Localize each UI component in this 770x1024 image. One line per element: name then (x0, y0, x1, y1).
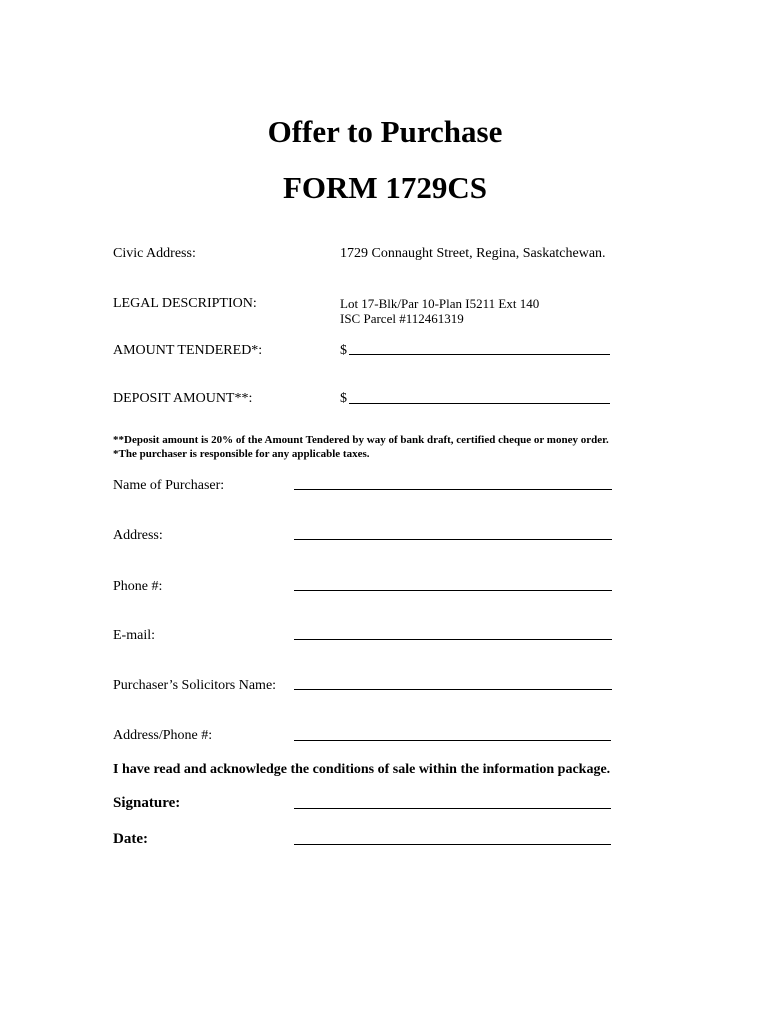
solicitor-contact-field[interactable] (294, 740, 611, 741)
form-number: FORM 1729CS (282, 170, 488, 205)
solicitor-contact-label: Address/Phone #: (113, 728, 213, 743)
legal-description-line1: Lot 17-Blk/Par 10-Plan I5211 Ext 140 (340, 296, 540, 311)
date-label: Date: (113, 831, 148, 847)
purchaser-phone-label: Phone #: (113, 579, 163, 594)
purchaser-address-field[interactable] (294, 539, 612, 540)
signature-field[interactable] (294, 808, 611, 809)
purchaser-name-field[interactable] (294, 489, 612, 490)
acknowledgement-text: I have read and acknowledge the conditions of sale within the information package. (113, 762, 611, 777)
document-title: Offer to Purchase (267, 114, 503, 149)
purchaser-name-label: Name of Purchaser: (113, 478, 225, 493)
amount-tendered-dollar-sign: $ (340, 343, 347, 358)
civic-address-value: 1729 Connaught Street, Regina, Saskatchewan. (340, 246, 606, 261)
purchaser-phone-field[interactable] (294, 590, 612, 591)
civic-address-label: Civic Address: (113, 246, 196, 261)
tax-note: *The purchaser is responsible for any applicable taxes. (113, 448, 370, 460)
legal-description-line2: ISC Parcel #112461319 (340, 311, 464, 326)
purchaser-email-field[interactable] (294, 639, 612, 640)
purchaser-address-label: Address: (113, 528, 163, 543)
legal-description-label: LEGAL DESCRIPTION: (113, 296, 257, 311)
date-field[interactable] (294, 844, 611, 845)
purchaser-email-label: E-mail: (113, 628, 155, 643)
amount-tendered-field[interactable] (349, 354, 610, 355)
solicitor-name-label: Purchaser’s Solicitors Name: (113, 678, 277, 693)
deposit-amount-label: DEPOSIT AMOUNT**: (113, 391, 253, 406)
deposit-amount-field[interactable] (349, 403, 610, 404)
amount-tendered-label: AMOUNT TENDERED*: (113, 343, 263, 358)
signature-label: Signature: (113, 795, 181, 811)
deposit-amount-dollar-sign: $ (340, 391, 347, 406)
solicitor-name-field[interactable] (294, 689, 612, 690)
deposit-note: **Deposit amount is 20% of the Amount Tendered by way of bank draft, certified cheque or money order. (113, 434, 609, 446)
